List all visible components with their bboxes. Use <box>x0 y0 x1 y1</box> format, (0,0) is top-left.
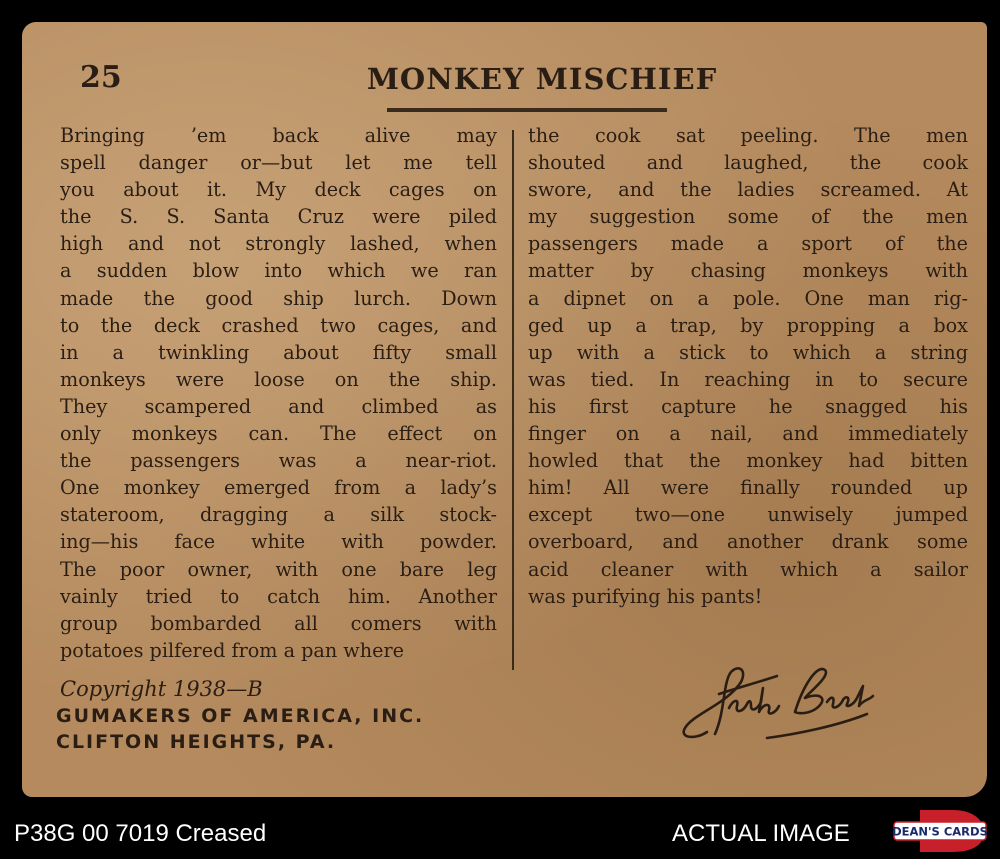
story-line: his first capture he snagged his <box>528 394 968 418</box>
inventory-caption: P38G 00 7019 Creased <box>14 820 267 847</box>
title-underline <box>387 108 667 112</box>
story-line: made the good ship lurch. Down <box>60 286 497 310</box>
trading-card-back <box>22 22 987 797</box>
story-line: overboard, and another drank some <box>528 530 968 554</box>
story-line: only monkeys can. The effect on <box>60 422 497 446</box>
story-line: stateroom, dragging a silk stock- <box>60 503 497 527</box>
story-line: was purifying his pants! <box>528 584 763 608</box>
story-column-left <box>60 122 497 664</box>
story-line: matter by chasing monkeys with <box>528 259 968 283</box>
story-line: up with a stick to which a string <box>528 340 968 364</box>
story-line: One monkey emerged from a lady’s <box>60 476 497 500</box>
story-line: ing—his face white with powder. <box>60 530 497 554</box>
story-line: shouted and laughed, the cook <box>528 151 968 175</box>
story-line: a dipnet on a pole. One man rig- <box>528 286 968 310</box>
actual-image-caption: ACTUAL IMAGE <box>672 820 850 847</box>
publisher-location: CLIFTON HEIGHTS, PA. <box>56 731 337 753</box>
story-column-right <box>528 122 968 610</box>
card-title: MONKEY MISCHIEF <box>366 62 718 96</box>
story-line: monkeys were loose on the ship. <box>60 367 497 391</box>
story-line: howled that the monkey had bitten <box>528 449 968 473</box>
story-line: the S. S. Santa Cruz were piled <box>60 205 497 229</box>
card-number: 25 <box>80 60 122 95</box>
deans-cards-logo <box>892 808 988 854</box>
story-line: you about it. My deck cages on <box>60 178 497 202</box>
story-line: group bombarded all comers with <box>60 611 497 635</box>
logo-text: DEAN'S CARDS <box>892 824 988 839</box>
column-divider <box>512 130 514 670</box>
copyright-line: Copyright 1938—B <box>60 677 263 701</box>
story-line: acid cleaner with which a sailor <box>528 557 968 581</box>
story-line: Bringing ’em back alive may <box>60 124 497 147</box>
story-line: finger on a nail, and immediately <box>528 422 968 446</box>
story-line: ged up a trap, by propping a box <box>528 313 968 337</box>
publisher-name: GUMAKERS OF AMERICA, INC. <box>56 705 425 727</box>
story-line: the passengers was a near-riot. <box>60 449 497 473</box>
story-line: except two—one unwisely jumped <box>528 503 968 527</box>
story-line: my suggestion some of the men <box>528 205 968 229</box>
story-line: The poor owner, with one bare leg <box>60 557 497 581</box>
story-line: vainly tried to catch him. Another <box>60 584 497 608</box>
story-line: a sudden blow into which we ran <box>60 259 497 283</box>
story-line: swore, and the ladies screamed. At <box>528 178 968 202</box>
story-line: potatoes pilfered from a pan where <box>60 638 404 662</box>
story-line: They scampered and climbed as <box>60 394 497 418</box>
story-line: to the deck crashed two cages, and <box>60 313 497 337</box>
signature-image <box>667 642 887 752</box>
story-line: in a twinkling about fifty small <box>60 340 497 364</box>
story-line: him! All were finally rounded up <box>528 476 968 500</box>
story-line: spell danger or—but let me tell <box>60 151 497 175</box>
story-line: the cook sat peeling. The men <box>528 124 968 147</box>
story-line: high and not strongly lashed, when <box>60 232 497 256</box>
story-line: passengers made a sport of the <box>528 232 968 256</box>
story-line: was tied. In reaching in to secure <box>528 367 968 391</box>
